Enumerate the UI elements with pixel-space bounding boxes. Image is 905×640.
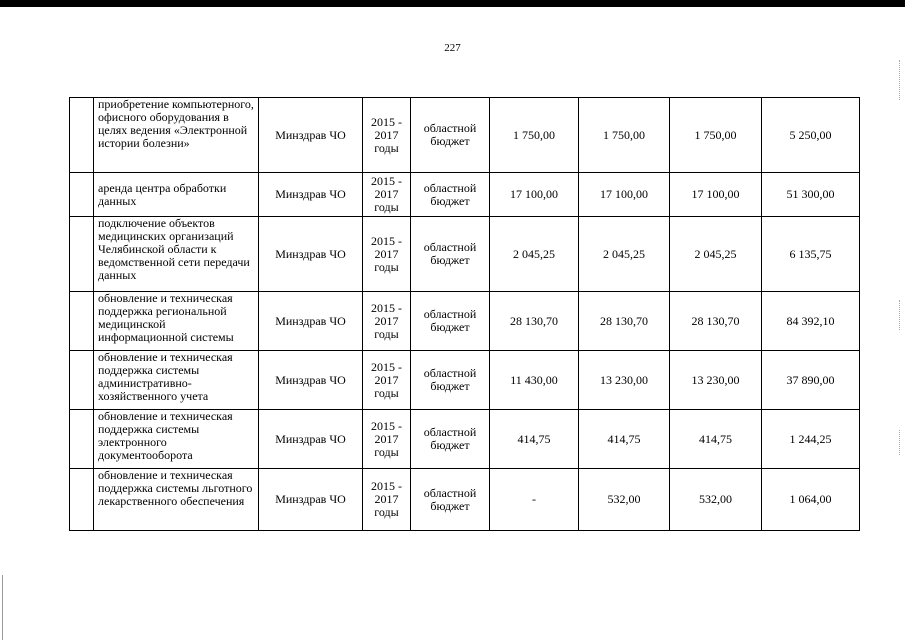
- table-row: [70, 217, 860, 292]
- amount-2015-cell: 2 045,25: [490, 217, 579, 292]
- period-cell: 2015 - 2017 годы: [363, 410, 411, 469]
- table-row: [70, 173, 860, 217]
- row-number-cell: [70, 98, 94, 173]
- amount-2016-cell: 2 045,25: [579, 217, 670, 292]
- scan-noise-mark: [899, 300, 903, 330]
- row-number-cell: [70, 217, 94, 292]
- amount-2017-cell: 13 230,00: [670, 351, 762, 410]
- amount-total-cell: 84 392,10: [762, 292, 860, 351]
- amount-total-cell: 5 250,00: [762, 98, 860, 173]
- executor-cell: Минздрав ЧО: [259, 173, 363, 217]
- page-number: 227: [444, 42, 461, 54]
- amount-total-cell: 1 244,25: [762, 410, 860, 469]
- activity-name-cell: подключение объектов медицинских организаций Челябинской области к ведомственной сети передачи данных: [94, 217, 259, 292]
- executor-cell: Минздрав ЧО: [259, 351, 363, 410]
- amount-2016-cell: 28 130,70: [579, 292, 670, 351]
- table-body: [70, 98, 860, 531]
- period-cell: 2015 - 2017 годы: [363, 173, 411, 217]
- scan-top-border: [0, 0, 905, 7]
- executor-cell: Минздрав ЧО: [259, 217, 363, 292]
- amount-2016-cell: 1 750,00: [579, 98, 670, 173]
- amount-2015-cell: -: [490, 469, 579, 531]
- table-row: [70, 410, 860, 469]
- amount-2017-cell: 2 045,25: [670, 217, 762, 292]
- activity-name-cell: аренда центра обработки данных: [94, 173, 259, 217]
- amount-2016-cell: 532,00: [579, 469, 670, 531]
- amount-2017-cell: 17 100,00: [670, 173, 762, 217]
- row-number-cell: [70, 292, 94, 351]
- amount-total-cell: 6 135,75: [762, 217, 860, 292]
- row-number-cell: [70, 469, 94, 531]
- funding-source-cell: областной бюджет: [411, 351, 490, 410]
- amount-total-cell: 51 300,00: [762, 173, 860, 217]
- amount-2015-cell: 1 750,00: [490, 98, 579, 173]
- period-cell: 2015 - 2017 годы: [363, 217, 411, 292]
- amount-2017-cell: 414,75: [670, 410, 762, 469]
- funding-source-cell: областной бюджет: [411, 410, 490, 469]
- budget-table: [69, 97, 860, 531]
- funding-source-cell: областной бюджет: [411, 469, 490, 531]
- amount-total-cell: 1 064,00: [762, 469, 860, 531]
- row-number-cell: [70, 351, 94, 410]
- executor-cell: Минздрав ЧО: [259, 410, 363, 469]
- scan-noise-mark: [899, 60, 903, 100]
- amount-2016-cell: 17 100,00: [579, 173, 670, 217]
- period-cell: 2015 - 2017 годы: [363, 292, 411, 351]
- activity-name-cell: обновление и техническая поддержка системы электронного документооборота: [94, 410, 259, 469]
- funding-source-cell: областной бюджет: [411, 98, 490, 173]
- funding-source-cell: областной бюджет: [411, 217, 490, 292]
- row-number-cell: [70, 173, 94, 217]
- amount-2015-cell: 17 100,00: [490, 173, 579, 217]
- amount-total-cell: 37 890,00: [762, 351, 860, 410]
- table-row: [70, 469, 860, 531]
- activity-name-cell: приобретение компьютерного, офисного оборудования в целях ведения «Электронной истории болезни»: [94, 98, 259, 173]
- amount-2017-cell: 1 750,00: [670, 98, 762, 173]
- scan-edge-line: [2, 575, 3, 640]
- period-cell: 2015 - 2017 годы: [363, 351, 411, 410]
- amount-2015-cell: 11 430,00: [490, 351, 579, 410]
- activity-name-cell: обновление и техническая поддержка системы льготного лекарственного обеспечения: [94, 469, 259, 531]
- amount-2017-cell: 28 130,70: [670, 292, 762, 351]
- scan-noise-mark: [899, 430, 903, 455]
- activity-name-cell: обновление и техническая поддержка региональной медицинской информационной системы: [94, 292, 259, 351]
- funding-source-cell: областной бюджет: [411, 173, 490, 217]
- executor-cell: Минздрав ЧО: [259, 98, 363, 173]
- funding-source-cell: областной бюджет: [411, 292, 490, 351]
- row-number-cell: [70, 410, 94, 469]
- period-cell: 2015 - 2017 годы: [363, 98, 411, 173]
- executor-cell: Минздрав ЧО: [259, 292, 363, 351]
- activity-name-cell: обновление и техническая поддержка системы административно-хозяйственного учета: [94, 351, 259, 410]
- period-cell: 2015 - 2017 годы: [363, 469, 411, 531]
- table-row: [70, 351, 860, 410]
- amount-2015-cell: 414,75: [490, 410, 579, 469]
- amount-2016-cell: 13 230,00: [579, 351, 670, 410]
- executor-cell: Минздрав ЧО: [259, 469, 363, 531]
- amount-2015-cell: 28 130,70: [490, 292, 579, 351]
- table-row: [70, 292, 860, 351]
- amount-2016-cell: 414,75: [579, 410, 670, 469]
- amount-2017-cell: 532,00: [670, 469, 762, 531]
- table-row: [70, 98, 860, 173]
